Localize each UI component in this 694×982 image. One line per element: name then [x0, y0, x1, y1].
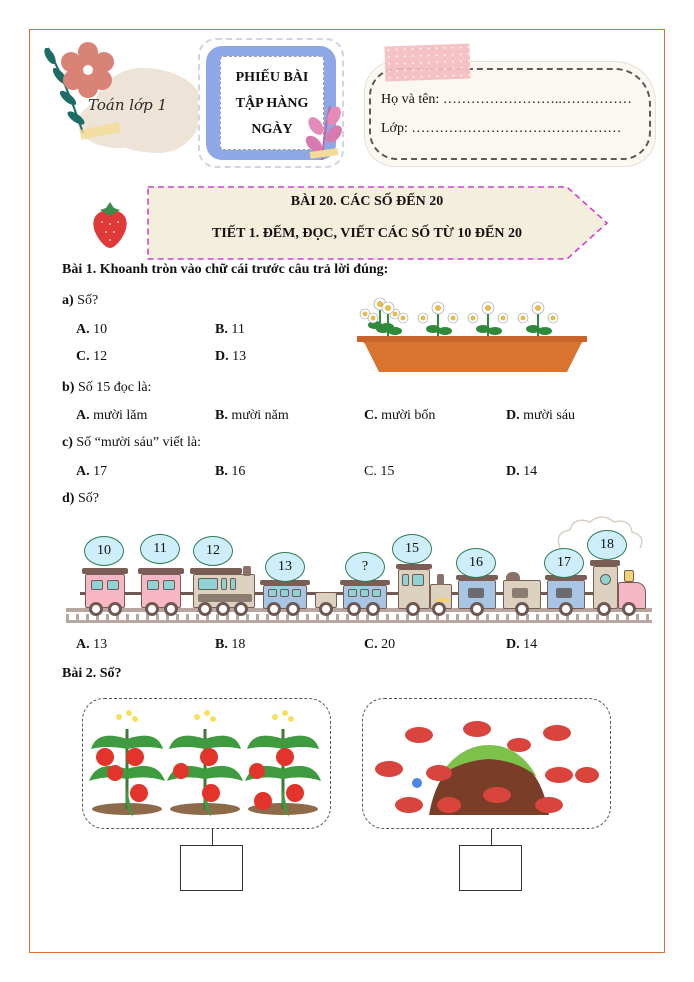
question-label: c): [62, 435, 73, 450]
tomato-answer-box[interactable]: [180, 845, 243, 891]
flower-pot-icon: [355, 292, 590, 374]
pink-tape-decoration: [384, 44, 470, 82]
question-prompt: Số?: [77, 293, 99, 308]
name-label: Họ và tên:: [381, 92, 440, 107]
exercise1-title: Bài 1. Khoanh tròn vào chữ cái trước câu trả lời đúng:: [62, 262, 389, 277]
question-a: [62, 293, 98, 309]
worksheet-title-frame: [198, 38, 344, 168]
option-c-A[interactable]: A. 17: [76, 464, 108, 479]
question-label: d): [62, 491, 75, 506]
option-d-C[interactable]: C. 20: [364, 637, 396, 652]
name-field[interactable]: [381, 92, 632, 108]
option-c-B[interactable]: B. 16: [215, 464, 246, 479]
car-number-bubble: 16: [456, 548, 496, 578]
exercise2-title: Bài 2. Số?: [62, 666, 122, 681]
question-label: b): [62, 380, 75, 395]
tomato-panel: [82, 698, 331, 829]
ant-answer-box[interactable]: [459, 845, 522, 891]
question-prompt: Số 15 đọc là:: [77, 380, 152, 395]
connector-line: [491, 829, 492, 845]
car-number-bubble: 13: [265, 552, 305, 582]
car-number-bubble: 15: [392, 534, 432, 564]
option-b-C[interactable]: C. mười bốn: [364, 408, 436, 423]
name-input-line[interactable]: ……………………..……………: [442, 92, 632, 107]
option-c-C[interactable]: C. 15: [364, 464, 395, 479]
tomato-plants-icon: [87, 709, 327, 821]
car-number-bubble: 12: [193, 536, 233, 566]
title-line: NGÀY: [251, 122, 293, 137]
option-d-D[interactable]: D. 14: [506, 637, 538, 652]
strawberry-icon: [88, 198, 132, 250]
ant-panel: [362, 698, 611, 829]
car-number-bubble: 18: [587, 530, 627, 560]
option-b-B[interactable]: B. mười năm: [215, 408, 289, 423]
car-number-bubble: 17: [544, 548, 584, 578]
question-prompt: Số?: [77, 491, 99, 506]
question-c: [62, 435, 201, 451]
missing-number-bubble: ?: [345, 552, 385, 582]
connector-line: [212, 829, 213, 845]
option-b-A[interactable]: A. mười lăm: [76, 408, 148, 423]
pink-leaf-icon: [304, 102, 344, 162]
option-a-D[interactable]: D. 13: [215, 349, 247, 364]
option-c-D[interactable]: D. 14: [506, 464, 538, 479]
ant-hill-icon: [369, 705, 605, 823]
question-b: [62, 380, 151, 396]
class-field[interactable]: [381, 121, 621, 137]
car-number-bubble: 11: [140, 534, 180, 564]
option-a-C[interactable]: C. 12: [76, 349, 108, 364]
option-d-A[interactable]: A. 13: [76, 637, 108, 652]
option-b-D[interactable]: D. mười sáu: [506, 408, 576, 423]
flower-icon: [58, 40, 118, 100]
period-title: TIẾT 1. ĐẾM, ĐỌC, VIẾT CÁC SỐ TỪ 10 ĐẾN 20: [211, 226, 522, 241]
dashed-border: [369, 68, 651, 160]
car-number-bubble: 10: [84, 536, 124, 566]
class-input-line[interactable]: ………………………………………: [411, 121, 622, 136]
subject-badge: [38, 38, 208, 158]
question-d: [62, 491, 99, 507]
question-prompt: Số “mười sáu” viết là:: [76, 435, 202, 450]
number-train: [60, 512, 660, 628]
title-line: PHIẾU BÀI: [235, 70, 309, 85]
subject-label: Toán lớp 1: [88, 96, 167, 114]
lesson-banner: [147, 186, 607, 258]
title-line: TẬP HÀNG: [235, 96, 309, 111]
class-label: Lớp:: [381, 121, 408, 136]
option-d-B[interactable]: B. 18: [215, 637, 246, 652]
question-label: a): [62, 293, 74, 308]
rail: [66, 620, 652, 623]
option-a-B[interactable]: B. 11: [215, 322, 245, 337]
option-a-A[interactable]: A. 10: [76, 322, 108, 337]
lesson-title: BÀI 20. CÁC SỐ ĐẾN 20: [290, 194, 444, 209]
